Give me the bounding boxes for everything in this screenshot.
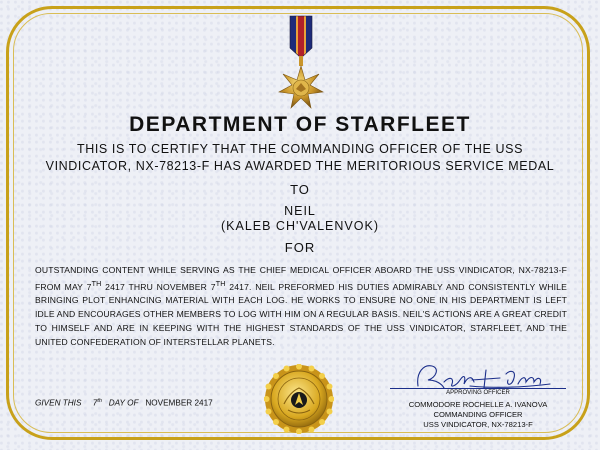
given-day: 7 xyxy=(92,398,98,408)
citation-text xyxy=(35,264,567,350)
citation-part-2: 2417 THRU NOVEMBER 7 xyxy=(101,281,216,292)
approver-details xyxy=(390,400,566,430)
given-day-suffix: th xyxy=(97,398,102,404)
approving-officer-label: APPROVING OFFICER xyxy=(446,390,510,396)
given-day-of-label: DAY OF xyxy=(108,398,139,408)
citation-sup-2: TH xyxy=(215,279,226,288)
given-date xyxy=(35,398,213,408)
for-label: FOR xyxy=(284,240,316,255)
certificate-title: DEPARTMENT OF STARFLEET xyxy=(129,113,471,136)
medal-icon xyxy=(274,12,328,120)
approver-name: COMMODORE ROCHELLE A. IVANOVA xyxy=(408,400,548,409)
approver-position: COMMANDING OFFICER xyxy=(433,410,523,419)
approver-ship: USS VINDICATOR, NX-78213-F xyxy=(423,420,533,429)
citation-part-3: 2417. NEIL PREFORMED HIS DUTIES ADMIRABLY AND CONSISTENTLY WHILE BRINGING PLOT ENHANCING MATERIAL WITH EACH LOG. HE WORKS TO ENSURE NO ONE IN HIS DEPARTMENT IS LEFT IDLE AND ENCOURAGES OTHER MEMBERS TO LOG WITH HIM ON A REGULAR BASIS. NEIL'S ACTIONS ARE A GREAT CREDIT TO HIMSELF AND ARE IN KEEPING WITH THE HIGHEST STANDARDS OF THE USS VINDICATOR, STARFLEET, AND THE UNITED CONFEDERATION OF INTERSTELLAR PLANETS. xyxy=(35,281,567,347)
recipient-name: NEIL xyxy=(284,204,316,218)
starfleet-seal-icon xyxy=(264,364,334,434)
certify-statement xyxy=(0,141,600,175)
citation-part-1: OUTSTANDING CONTENT WHILE SERVING AS THE CHIEF MEDICAL OFFICER ABOARD THE USS VINDICATOR, NX-78213-F FROM MAY 7 xyxy=(35,265,567,292)
citation-sup-1: TH xyxy=(91,279,102,288)
certify-line-1: THIS IS TO CERTIFY THAT THE COMMANDING OFFICER OF THE USS xyxy=(76,142,524,156)
certify-line-2: VINDICATOR, NX-78213-F HAS AWARDED THE MERITORIOUS SERVICE MEDAL xyxy=(45,159,555,173)
given-this-label: GIVEN THIS xyxy=(35,398,82,408)
recipient-alias: (KALEB CH'VALENVOK) xyxy=(220,219,379,233)
to-label: TO xyxy=(290,182,310,197)
signature-line xyxy=(390,388,566,389)
given-month-year: NOVEMBER 2417 xyxy=(145,398,213,408)
